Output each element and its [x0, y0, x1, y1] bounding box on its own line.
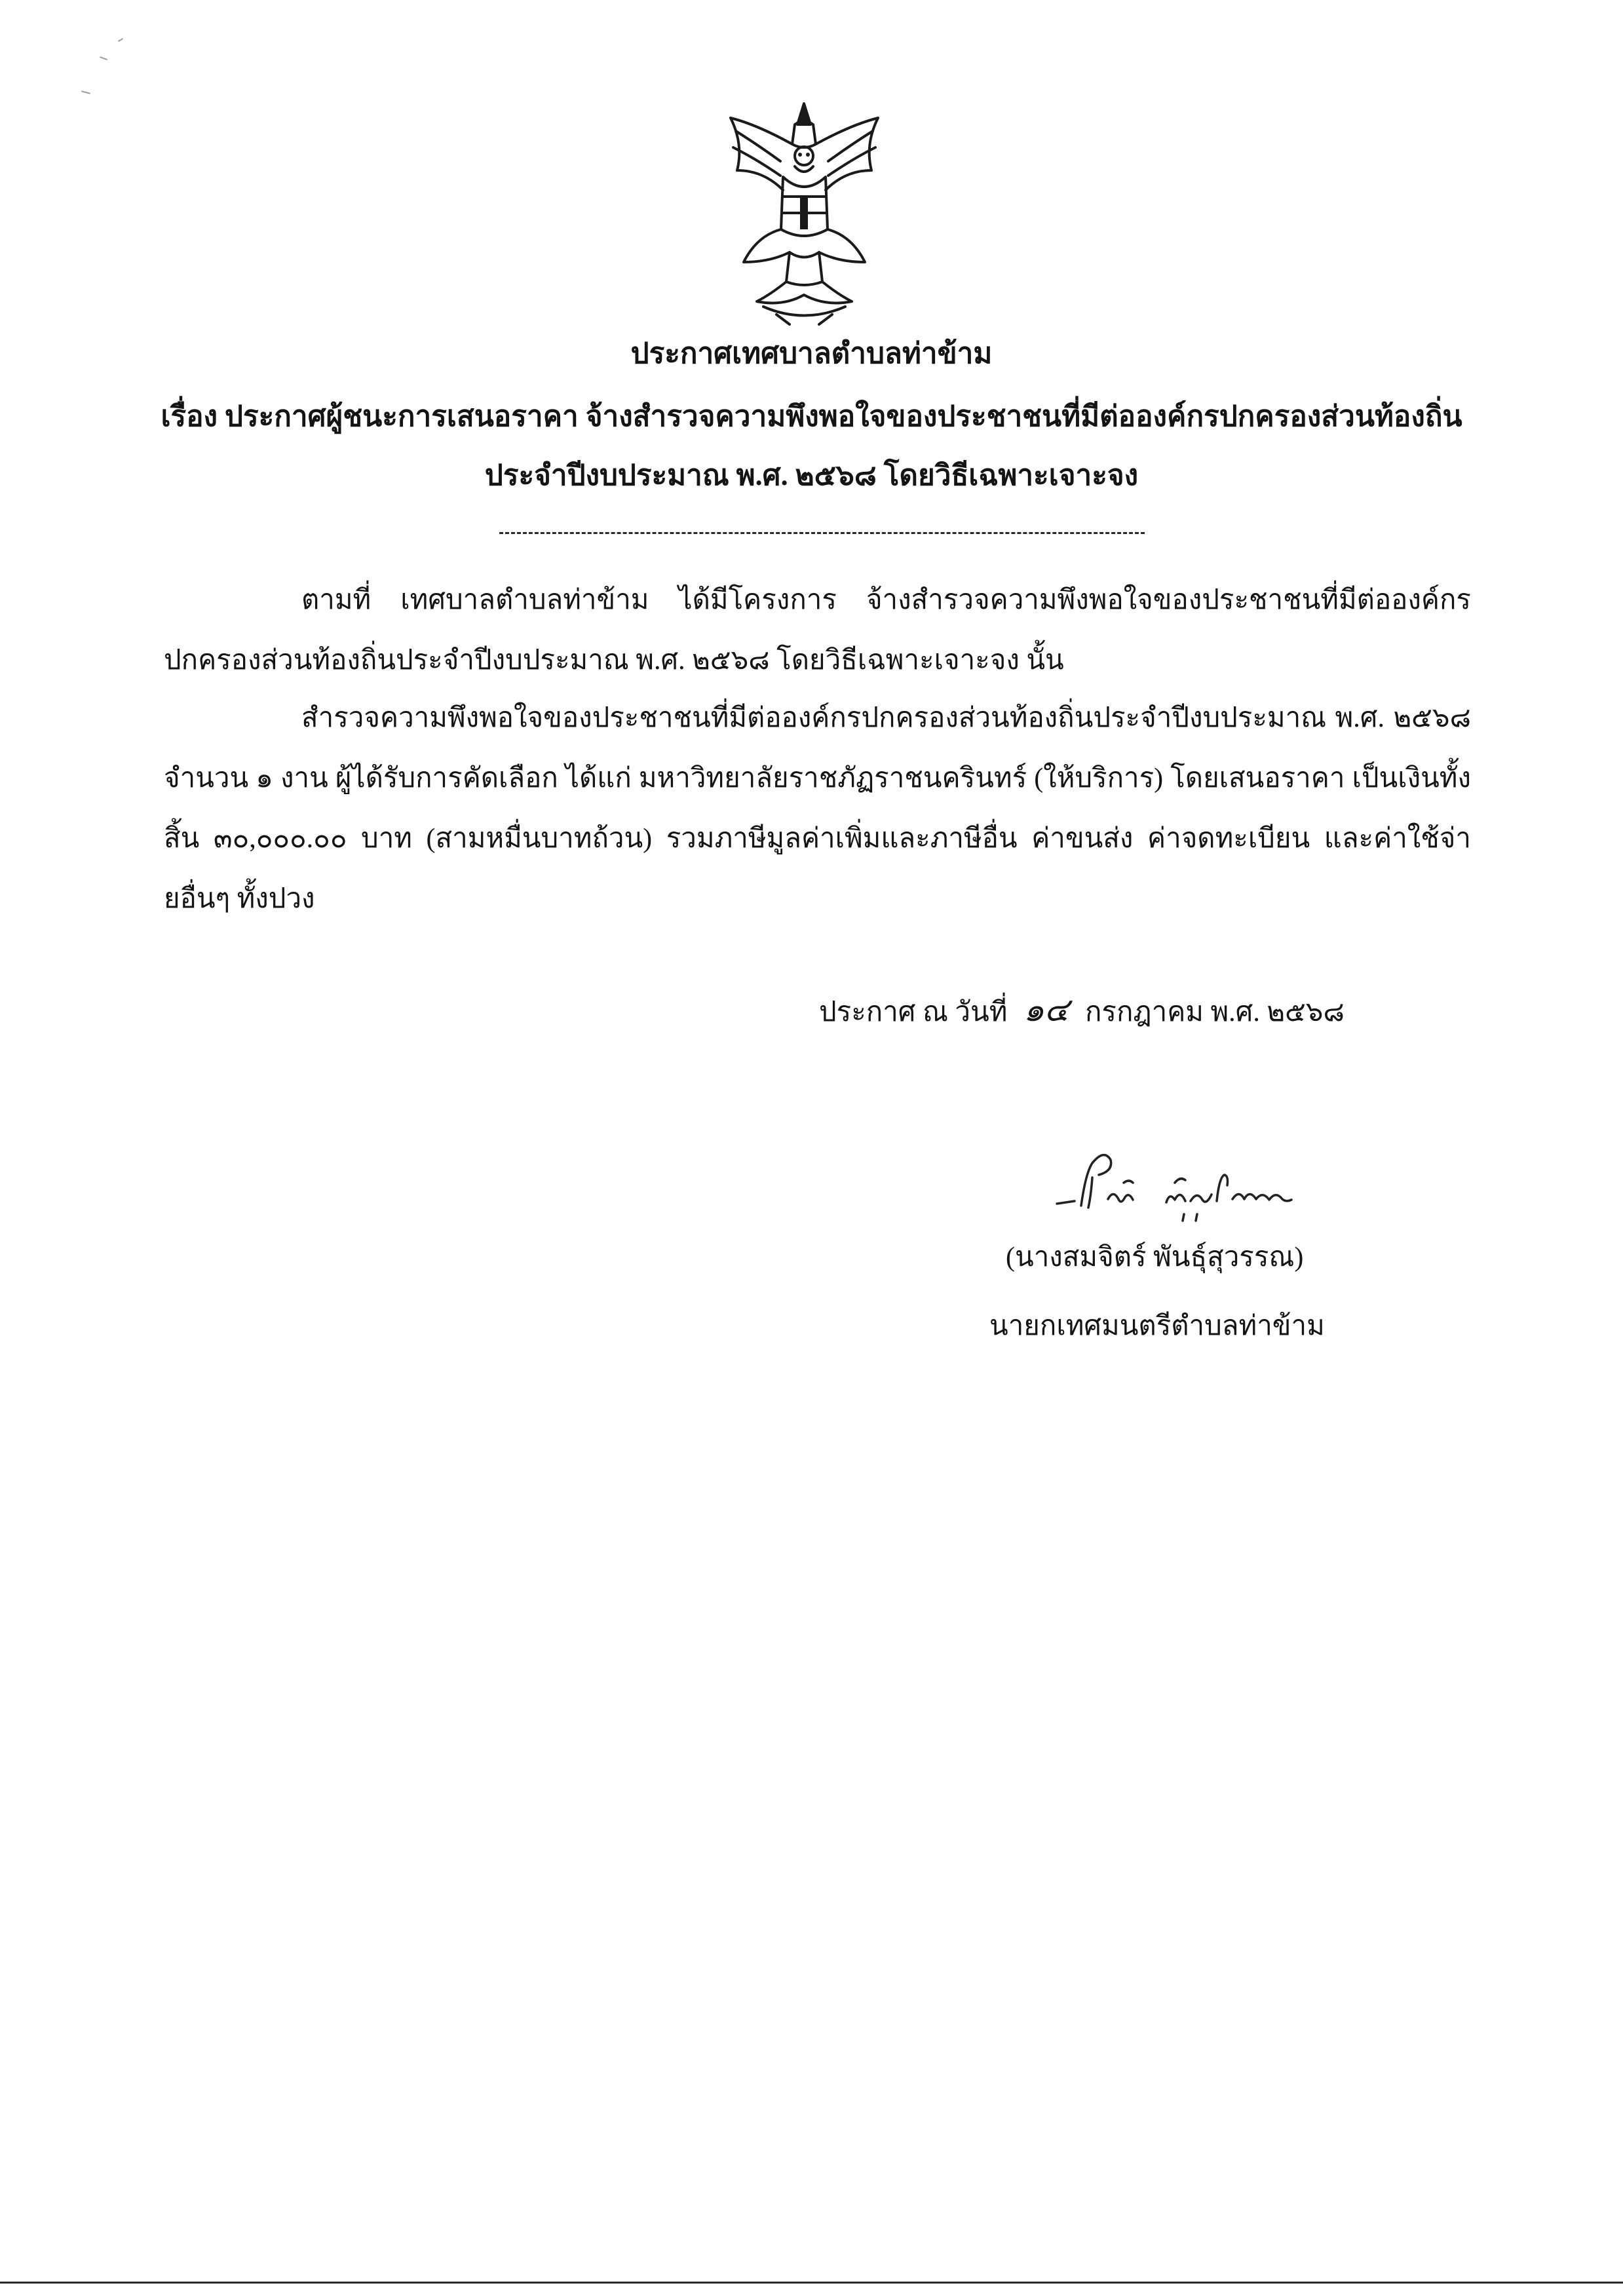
body-paragraph-1 — [164, 570, 1471, 691]
paragraph-2-text: สำรวจความพึงพอใจของประชาชนที่มีต่อองค์กรปกครองส่วนท้องถิ่นประจำปีงบประมาณ พ.ศ. ๒๕๖๘ จำนวน ๑ งาน ผู้ได้รับการคัดเลือก ได้แก่ มหาวิทยาลัยราชภัฏราชนครินทร์ (ให้บริการ) โดยเสนอราคา เป็นเงินทั้งสิ้น ๓๐,๐๐๐.๐๐ บาท (สามหมื่นบาทถ้วน) รวมภาษีมูลค่าเพิ่มและภาษีอื่น ค่าขนส่ง ค่าจดทะเบียน และค่าใช้จ่ายอื่นๆ ทั้งปวง — [164, 703, 1471, 914]
date-prefix: ประกาศ ณ วันที่ — [819, 997, 1008, 1027]
garuda-emblem-icon — [717, 98, 891, 329]
paragraph-1-text: ตามที่ เทศบาลตำบลท่าข้าม ได้มีโครงการ จ้างสำรวจความพึงพอใจของประชาชนที่มีต่อองค์กรปกครองส่วนท้องถิ่นประจำปีงบประมาณ พ.ศ. ๒๕๖๘ โดยวิธีเฉพาะเจาะจง นั้น — [164, 585, 1471, 676]
scan-mark — [118, 38, 123, 42]
divider-line — [499, 532, 1145, 534]
subject-line-2: ประจำปีงบประมาณ พ.ศ. ๒๕๖๘ โดยวิธีเฉพาะเจาะจง — [484, 459, 1139, 491]
handwritten-signature — [1045, 1137, 1307, 1235]
date-day: ๑๔ — [1023, 991, 1069, 1029]
signatory-name: (นางสมจิตร์ พันธุ์สุวรรณ) — [1006, 1242, 1304, 1272]
page-bottom-border — [0, 2282, 1623, 2284]
subject-line-1: เรื่อง ประกาศผู้ชนะการเสนอราคา จ้างสำรวจความพึงพอใจของประชาชนที่มีต่อองค์กรปกครองส่วนท้องถิ่น — [161, 400, 1462, 432]
signatory-position: นายกเทศมนตรีตำบลท่าข้าม — [989, 1311, 1325, 1341]
date-month-year: กรกฎาคม พ.ศ. ๒๕๖๘ — [1085, 997, 1345, 1027]
body-paragraph-2 — [164, 688, 1471, 929]
scan-mark — [100, 56, 107, 60]
announcement-date — [819, 984, 1345, 1036]
issuer-title: ประกาศเทศบาลตำบลท่าข้าม — [630, 337, 993, 370]
scan-mark — [81, 90, 90, 94]
